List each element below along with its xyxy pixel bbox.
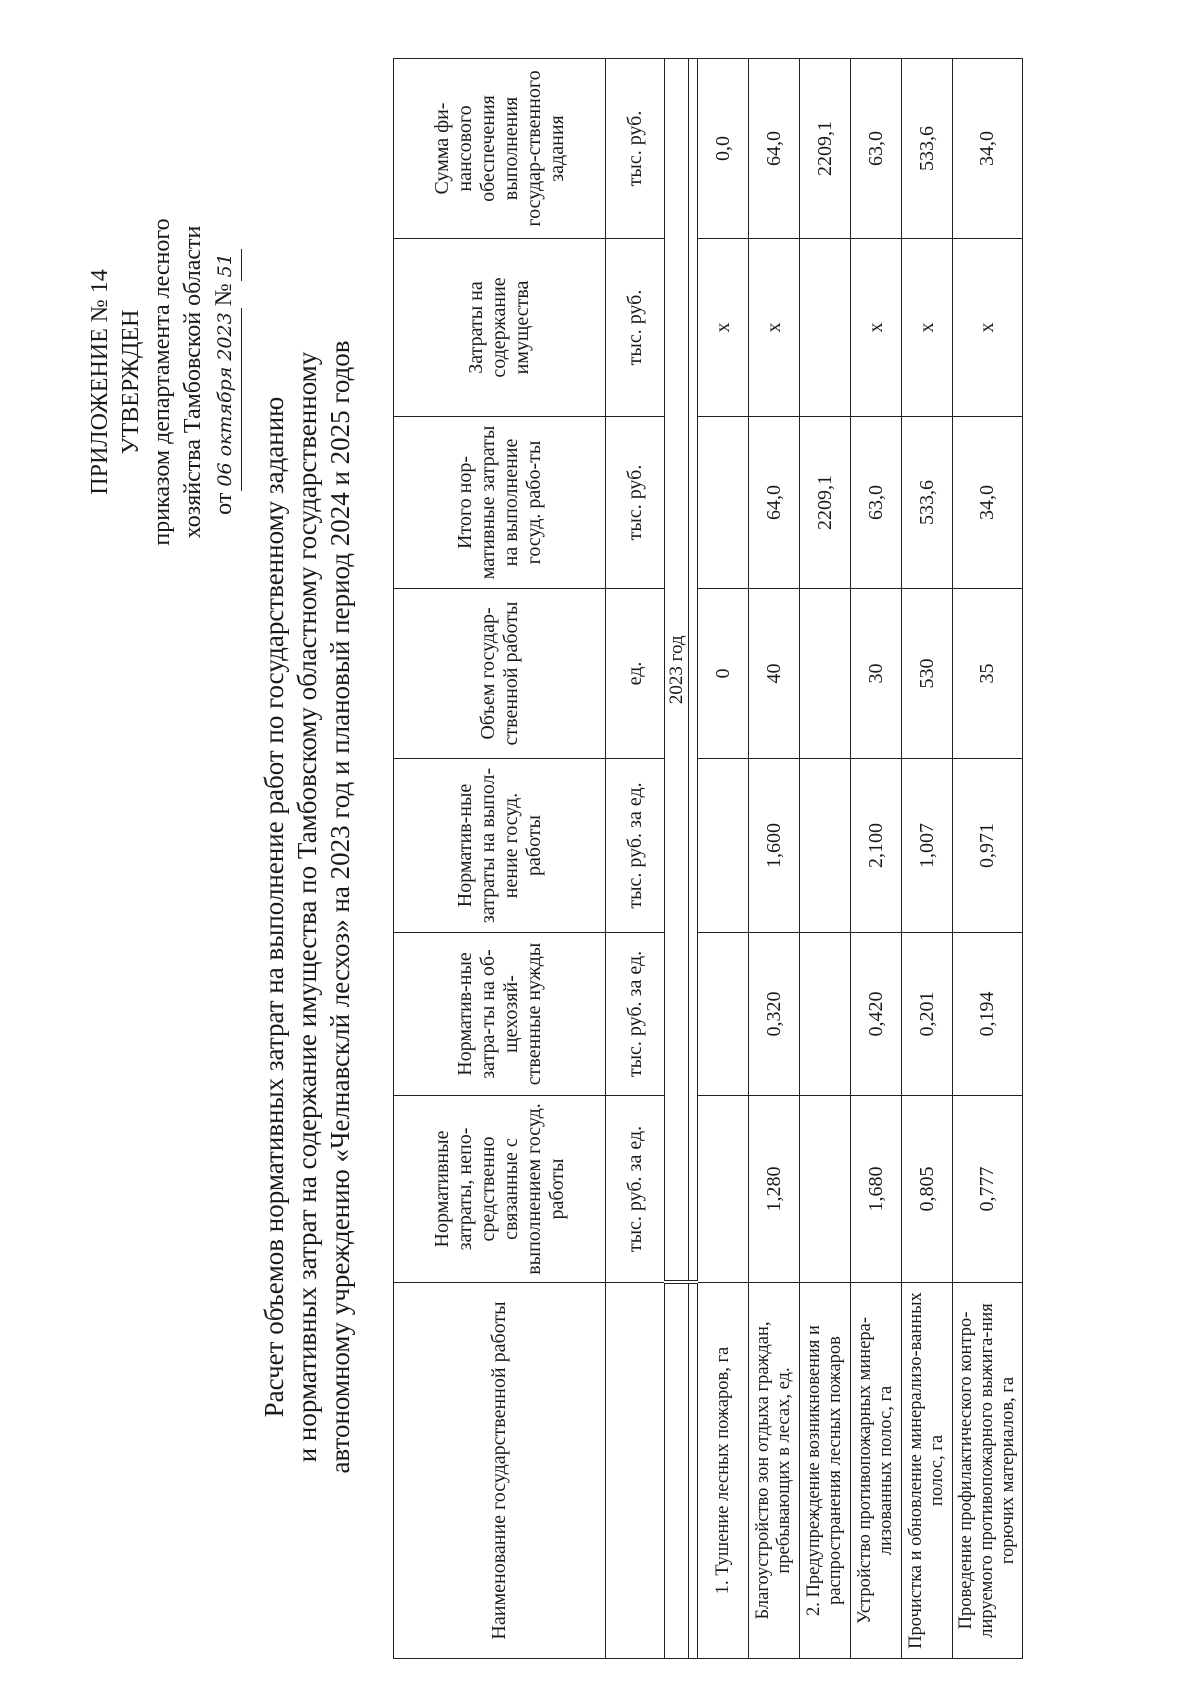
separator-row [689, 59, 698, 1659]
unit-cell [606, 1283, 665, 1659]
order-line-1: приказом департамента лесного [149, 218, 175, 546]
column-header: Объем государ-ственной работы [394, 589, 606, 759]
table-row [902, 59, 953, 1659]
column-header: Норматив-ные затраты на выпол-нение госуд. работы [394, 759, 606, 933]
separator-cell [689, 1283, 698, 1659]
approved-label: УТВЕРЖДЕН [118, 309, 144, 455]
value-cell: 40 [749, 589, 800, 759]
unit-cell: тыс. руб. за ед. [606, 933, 665, 1096]
separator-cell [689, 59, 698, 1283]
value-cell: x [698, 239, 749, 417]
value-cell: 1,600 [749, 759, 800, 933]
value-cell: 35 [953, 589, 1023, 759]
work-name-cell: 2. Предупреждение возникновения и распространения лесных пожаров [800, 1283, 851, 1659]
value-cell: 0,971 [953, 759, 1023, 933]
document-title [258, 207, 357, 1607]
value-cell [698, 759, 749, 933]
value-cell: 1,680 [851, 1096, 902, 1283]
value-cell: 1,280 [749, 1096, 800, 1283]
title-line-1: Расчет объемов нормативных затрат на выполнение работ по государственному заданию [259, 396, 289, 1418]
title-line-3: автономному учреждению «Челнавсклй лесхоз» на 2023 год и плановый период 2024 и 2025 годов [325, 340, 355, 1474]
table-row [851, 59, 902, 1659]
unit-cell: тыс. руб. за ед. [606, 759, 665, 933]
column-header: Нормативные затраты, непо-средственно связанные с выполнением госуд. работы [394, 1096, 606, 1283]
unit-cell: тыс. руб. [606, 239, 665, 417]
value-cell [800, 589, 851, 759]
value-cell: x [749, 239, 800, 417]
value-cell: 0,0 [698, 59, 749, 239]
unit-cell: тыс. руб. за ед. [606, 1096, 665, 1283]
value-cell: 0,805 [902, 1096, 953, 1283]
work-name-cell: Проведение профилактического контро-лируемого противопожарного выжига-ния горючих материалов, га [953, 1283, 1023, 1659]
approval-stamp [85, 142, 242, 622]
year-spacer [665, 1283, 689, 1659]
table-row [698, 59, 749, 1659]
table-row [800, 59, 851, 1659]
value-cell: 30 [851, 589, 902, 759]
work-name-cell: Устройство противопожарных минера-лизованных полос, га [851, 1283, 902, 1659]
value-cell: x [902, 239, 953, 417]
column-header: Итого нор-мативные затраты на выполнение госуд. рабо-ты [394, 417, 606, 589]
table-row [953, 59, 1023, 1659]
table-header-row [394, 59, 606, 1659]
value-cell: 0,777 [953, 1096, 1023, 1283]
from-prefix: от [211, 492, 237, 515]
value-cell [800, 1096, 851, 1283]
work-name-cell: 1. Тушение лесных пожаров, га [698, 1283, 749, 1659]
unit-cell: тыс. руб. [606, 59, 665, 239]
work-name-cell: Прочистка и обновление минерализо-ванных полос, га [902, 1283, 953, 1659]
unit-cell: ед. [606, 589, 665, 759]
table-row [749, 59, 800, 1659]
value-cell: 2,100 [851, 759, 902, 933]
value-cell: 533,6 [902, 59, 953, 239]
value-cell: 0,420 [851, 933, 902, 1096]
value-cell: 1,007 [902, 759, 953, 933]
cost-table [393, 58, 1023, 1659]
column-header: Наименование государственной работы [394, 1283, 606, 1659]
value-cell: 63,0 [851, 59, 902, 239]
value-cell: 63,0 [851, 417, 902, 589]
value-cell: x [953, 239, 1023, 417]
column-header: Затраты на содержание имущества [394, 239, 606, 417]
value-cell [698, 933, 749, 1096]
value-cell: 34,0 [953, 59, 1023, 239]
number-sign: № [211, 283, 237, 307]
value-cell: 2209,1 [800, 59, 851, 239]
value-cell [800, 933, 851, 1096]
value-cell: 0 [698, 589, 749, 759]
value-cell: 533,6 [902, 417, 953, 589]
appendix-number: ПРИЛОЖЕНИЕ № 14 [87, 269, 113, 495]
value-cell [698, 417, 749, 589]
value-cell: 34,0 [953, 417, 1023, 589]
order-date-line [209, 142, 242, 622]
value-cell: 64,0 [749, 59, 800, 239]
units-row [606, 59, 665, 1659]
value-cell: 64,0 [749, 417, 800, 589]
unit-cell: тыс. руб. [606, 417, 665, 589]
value-cell [800, 239, 851, 417]
value-cell: 0,320 [749, 933, 800, 1096]
title-line-2: и нормативных затрат на содержание имущества по Тамбовскому областному государственному [292, 351, 322, 1463]
value-cell: 530 [902, 589, 953, 759]
table-body [698, 59, 1023, 1659]
year-row [665, 59, 689, 1659]
column-header: Сумма фи-нансового обеспечения выполнения государ-ственного задания [394, 59, 606, 239]
value-cell [800, 759, 851, 933]
value-cell: 0,194 [953, 933, 1023, 1096]
work-name-cell: Благоустройство зон отдыха граждан, пребывающих в лесах, ед. [749, 1283, 800, 1659]
handwritten-date: 06 октября 2023 [210, 308, 242, 490]
value-cell: 2209,1 [800, 417, 851, 589]
year-label: 2023 год [665, 59, 689, 1283]
value-cell: x [851, 239, 902, 417]
handwritten-number: 51 [210, 249, 242, 281]
value-cell: 0,201 [902, 933, 953, 1096]
order-line-2: хозяйства Тамбовской области [180, 225, 206, 539]
column-header: Норматив-ные затра-ты на об-щехозяй-ственные нужды [394, 933, 606, 1096]
value-cell [698, 1096, 749, 1283]
